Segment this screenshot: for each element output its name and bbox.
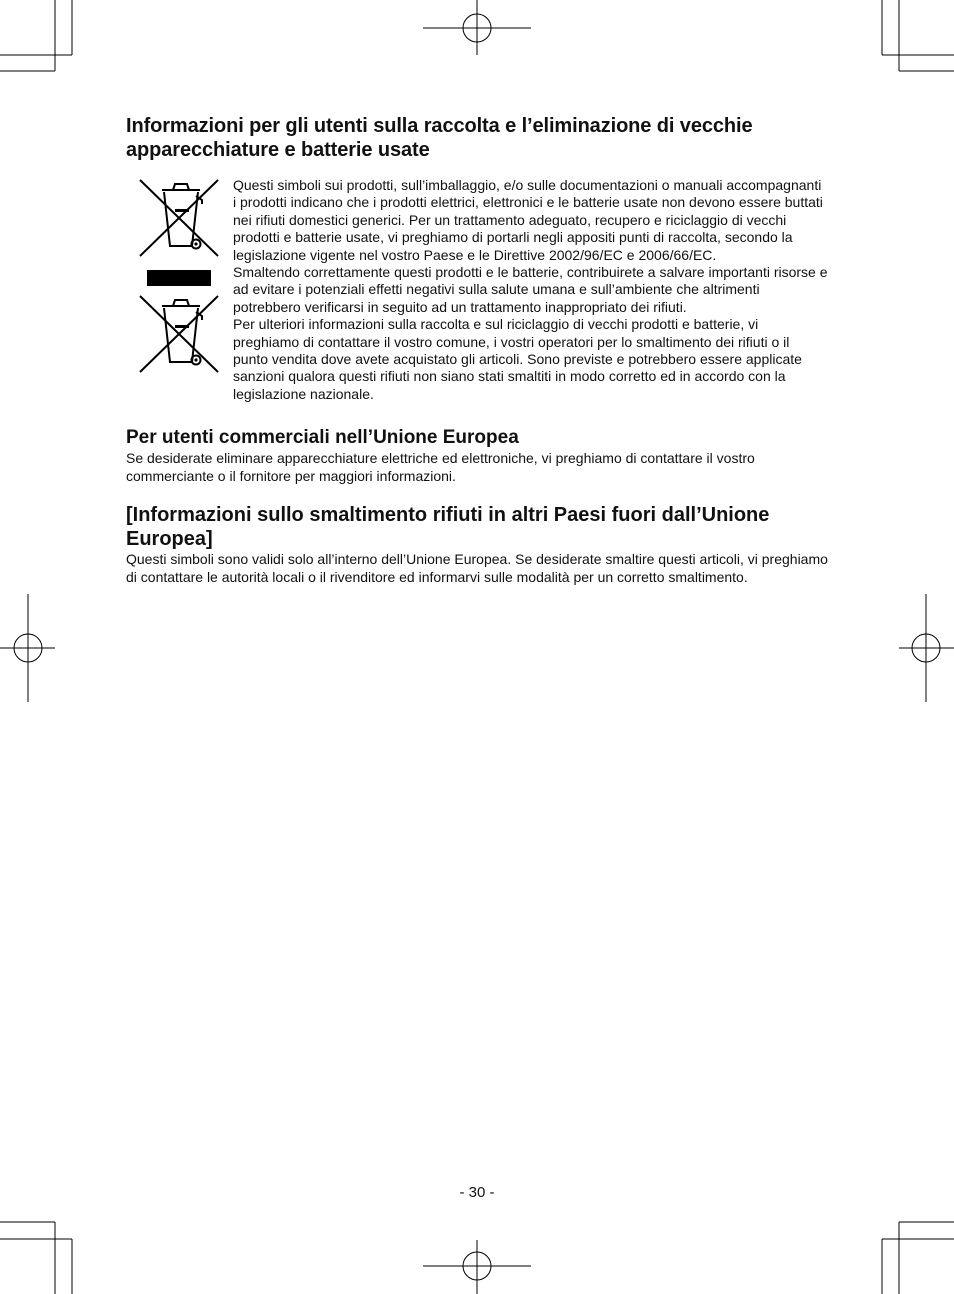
non-eu-section — [126, 503, 828, 586]
symbols-paragraph: Smaltendo correttamente questi prodotti e le batterie, contribuirete a salvare importanti risorse e ad evitare i potenziali effetti negativi sulla salute umana e sull’ambiente che altrimenti potrebbero verificarsi in seguito ad un trattamento inappropriato dei rifiuti. — [233, 264, 828, 315]
symbols-block — [126, 176, 828, 403]
eu-commercial-section — [126, 426, 828, 485]
non-eu-section-text: Questi simboli sono validi solo all’interno dell’Unione Europea. Se desiderate smaltire questi articoli, vi preghiamo di contattare le autorità locali o il rivenditore ed informarvi sulle modalità per un corretto smaltimento. — [126, 551, 828, 585]
symbols-text — [233, 176, 828, 403]
symbols-paragraph: Per ulteriori informazioni sulla raccolta e sul riciclaggio di vecchi prodotti e batterie, vi preghiamo di contattare il vostro comune, i vostri operatori per lo smaltimento dei rifiuti o il punto vendita dove avete acquistato gli articoli. Sono previste e potrebbero essere applicate sanzioni qualora questi rifiuti non siano stati smaltiti in modo corretto ed in accordo con la legislazione nazionale. — [233, 316, 802, 402]
black-bar — [147, 270, 211, 286]
non-eu-section-heading: [Informazioni sullo smaltimento rifiuti in altri Paesi fuori dall’Unione Europea] — [126, 504, 770, 551]
symbols-paragraph: Questi simboli sui prodotti, sull’imballaggio, e/o sulle documentazioni o manuali accompagnanti i prodotti indicano che i prodotti elettrici, elettronici e le batterie usate non devono essere buttati nei rifiuti domestici generici. Per un trattamento adeguato, recupero e riciclaggio di vecchi prodotti e batterie usate, vi preghiamo di portarli negli appositi punti di raccolta, secondo la legislazione vigente nel vostro Paese e le Direttive 2002/96/EC e 2006/66/EC. — [233, 177, 823, 263]
crossed-out-wheeled-bin-icon — [138, 176, 230, 260]
page-content — [126, 114, 828, 586]
eu-section-text: Se desiderate eliminare apparecchiature elettriche ed elettroniche, vi preghiamo di contattare il vostro commerciante o il fornitore per maggiori informazioni. — [126, 450, 755, 484]
eu-section-heading: Per utenti commerciali nell’Unione Europea — [126, 427, 519, 449]
symbols-column — [126, 176, 233, 376]
crossed-out-wheeled-bin-icon — [138, 292, 230, 376]
page-number: - 30 - — [459, 1184, 495, 1201]
main-title: Informazioni per gli utenti sulla raccolta e l’eliminazione di vecchie apparecchiature e batterie usate — [126, 115, 753, 161]
